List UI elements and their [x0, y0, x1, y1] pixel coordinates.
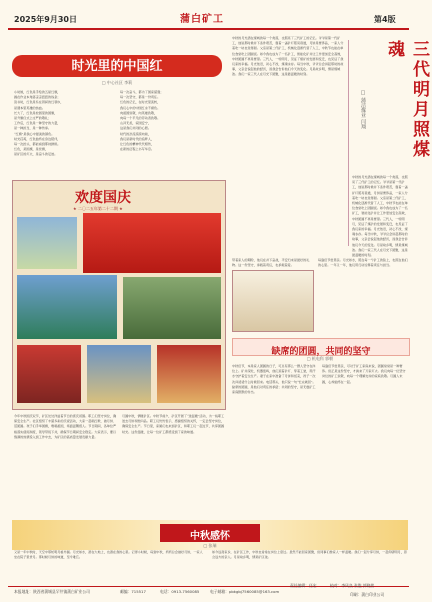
section3-title: 中秋感怀	[190, 531, 230, 542]
footer-proofreader: 校对：李风良 张俊 郭晓茜	[330, 583, 375, 588]
page-number: 第4版	[374, 15, 396, 24]
footer-printer: 印刷：蒲白印业公司	[350, 592, 385, 597]
poem-column-1: 小时候，红色是手绘的五星红旗， 画在作业本角落歪歪扭扭的线条； 读书时，红色是系在颈间的红领巾， 是课本里英雄的热血。 长大了，红色是校园里的国旗， 是升旗仪式上庄严的敬礼； 工作后，红色是一种坚守的力量， 是一种担当，是一种传承。 “红旗”是我心中最美的颜色。 时光荏苒，红色始终在身边陪伴， 每一次抬头，都能看到那抹鲜艳。 红色，是国旗，是党旗， 是矿区的灯火，是奋斗的足迹。	[14, 90, 64, 157]
footer-phone: 电话：0913-7560085	[160, 589, 200, 594]
footer-editor: 责任编辑：任宏	[290, 583, 317, 588]
masthead: 蒲白矿工	[180, 14, 224, 25]
issue-date: 2025年9月30日	[14, 15, 77, 24]
sidebar-story-title: 三代明月照煤魂	[384, 40, 429, 160]
footer-postcode: 邮编：715517	[120, 589, 146, 594]
footer-address: 本报地址：陕西省蒲城县罕井镇蒲白矿业公司	[14, 589, 90, 594]
header-rule	[8, 28, 409, 30]
section1-banner	[12, 55, 222, 77]
story2-title: 缺席的团圆，共同的坚守	[271, 347, 371, 357]
story2-author: □ 机电科 郭朝	[306, 356, 334, 361]
group-photo-3	[123, 277, 221, 339]
group-photo-4	[17, 345, 81, 403]
section3-text-right: 如今远离家乡，在矿区工作，中秋也常常在岗位上度过。虽然不能回家团聚，但同事们像家人一样温暖。我们一起分享月饼，一起仰望明月，思念远方的亲人。月是故乡明，情是矿区浓。	[212, 550, 407, 560]
group-photo-6	[157, 345, 221, 403]
section3-author: □ 张瑞	[203, 543, 217, 548]
footer-email: 电子邮箱：pbkgbj7560085@163.com	[210, 589, 280, 594]
mid-article-text-b: 每逢佳节倍思亲。月光如水，照在每一个矿工的脸上，也照在他们的心里。一年又一年，他们用行动诠释着责任与担当。	[318, 258, 408, 268]
mid-article-text-a: 带着家人的期盼，他们在井下奋战，平安归来是最好的礼物。这一份坚守，承载着责任，也承载着爱。	[232, 258, 310, 268]
celebration-subtitle: ★ 二〇二五年第二十二期 ★	[73, 206, 123, 211]
lower-text-left: 今年中秋国庆双节，矿区处处洋溢着节日的喜庆氛围。职工们坚守岗位，确保安全生产。社区组织了丰富多彩的庆祝活动，大家一起唱红歌、做月饼、话团圆。孩子们手举国旗，歌唱祖国，场面温馨感人。节日期间，各单位严格落实值班制度，领导带班下井，确保节日期间安全稳定。大家表示，要以饱满的热情投入到工作中去，为矿区的高质量发展贡献力量。	[14, 414, 117, 439]
story2-banner	[232, 338, 410, 356]
section1-byline: □ 中心社区 李莉	[101, 80, 133, 85]
sidebar-story-author: □ 蒲洁煤业 闫翔	[360, 90, 366, 130]
flag-wave-photo	[83, 213, 221, 273]
story2-text-right: 每逢佳节倍思亲，可对于矿工家庭来说，团圆常常是一种奢侈。但正是这份坚守，才换来了万家灯火。我们向每一位坚守岗位的矿工致敬，向每一个理解支持的家庭致敬。月圆人未圆，心却始终在一起。	[322, 364, 406, 384]
story2-text-left: 中秋佳节，本是家人团圆的日子，可总有那么一群人坚守在岗位上。矿井深处，机器轰鸣，他们顶着矿灯、穿着工装，用汗水守护着安全生产。妻子在家中准备了月饼和饭菜，孩子一次次问爸爸什么时候回来。电话那头，他只说一句“忙完就回”。缺席的团圆，是他们对责任的承诺；共同的坚守，是无数矿工家庭默默的付出。	[232, 364, 316, 395]
national-day-collage	[12, 180, 226, 410]
lower-text-right: 月圆中秋，情暖矿区。中秋节前夕，矿区开展了“送温暖”活动，为一线职工送去月饼和慰问品。职工们纷纷表示，感谢组织的关怀，一定会坚守岗位，确保安全生产。节日里，家属们也来到矿区，和职工们一起过节，共享团圆时光。这份温暖，让每一位矿工都感受到了家的味道。	[122, 414, 225, 434]
section1-title: 时光里的中国红	[71, 59, 163, 74]
group-photo-1	[17, 217, 77, 269]
section3-banner	[160, 524, 260, 542]
column-divider	[348, 40, 349, 246]
section3-text-left: 又是一年中秋时，天空中那轮明月格外圆。月光如水，洒在大地上，也洒在我的心里。记得小时候，每到中秋，奶奶总会做好月饼，一家人坐在院子里赏月。那时候月饼的味道，至今难忘。	[14, 550, 203, 560]
group-photo-5	[87, 345, 151, 403]
group-photo-2	[17, 275, 117, 339]
poem-column-2: 每一次奋斗，都为了国家富强； 每一次坚守，都是一份责任。 红色的记忆，在时光里流转， 我们心中的中国红永不褪色。 向祖国致敬，向英雄致敬， 向每一个平凡的劳动者致敬。 山河无恙，家国安宁， 这是我们共同的心愿。 时代的洪流滚滚向前， 我们是新时代的追梦人， 让红色的精神代代相传， 在新的征程上书写华章。	[120, 90, 164, 152]
family-photo	[232, 270, 314, 332]
right-intro-text: 中秋的月光洒在煤城的每一个角落，也照亮了三代矿工的记忆。爷爷是第一代矿工，他说那时候井下条件艰苦，靠着一盏矿灯照亮巷道，月饼是奢侈品，一家人分着吃一块也觉得甜。父亲是第二代矿工，机械化逐渐代替了人工，中秋节也能在单位食堂吃上团圆饭。如今我也成为了一名矿工，智能化矿井让工作更加安全高效，中秋团圆不再是奢望。三代人，一轮明月，见证了煤矿的发展和变迁，也见证了我们家的幸福。月光依旧，初心不改，煤魂永存。每当中秋，爷爷总会讲起那时的故事，父亲会说起他的经历，而我会告诉他们今天的变化。月是故乡明，情是煤城浓。我们一家三代人在月光下团聚，这是最温暖的时刻。	[232, 36, 344, 77]
celebration-title: 欢度国庆	[75, 190, 131, 206]
sidebar-story-text: 中秋的月光洒在煤城的每一个角落，也照亮了三代矿工的记忆。爷爷是第一代矿工，他说那时候井下条件艰苦，靠着一盏矿灯照亮巷道，月饼是奢侈品，一家人分着吃一块也觉得甜。父亲是第二代矿工，机械化逐渐代替了人工，中秋节也能在单位食堂吃上团圆饭。如今我也成为了一名矿工，智能化矿井让工作更加安全高效，中秋团圆不再是奢望。三代人，一轮明月，见证了煤矿的发展和变迁，也见证了我们家的幸福。月光依旧，初心不改，煤魂永存。每当中秋，爷爷总会讲起那时的故事，父亲会说起他的经历，而我会告诉他们今天的变化。月是故乡明，情是煤城浓。我们一家三代人在月光下团聚，这是最温暖的时刻。	[352, 175, 408, 258]
